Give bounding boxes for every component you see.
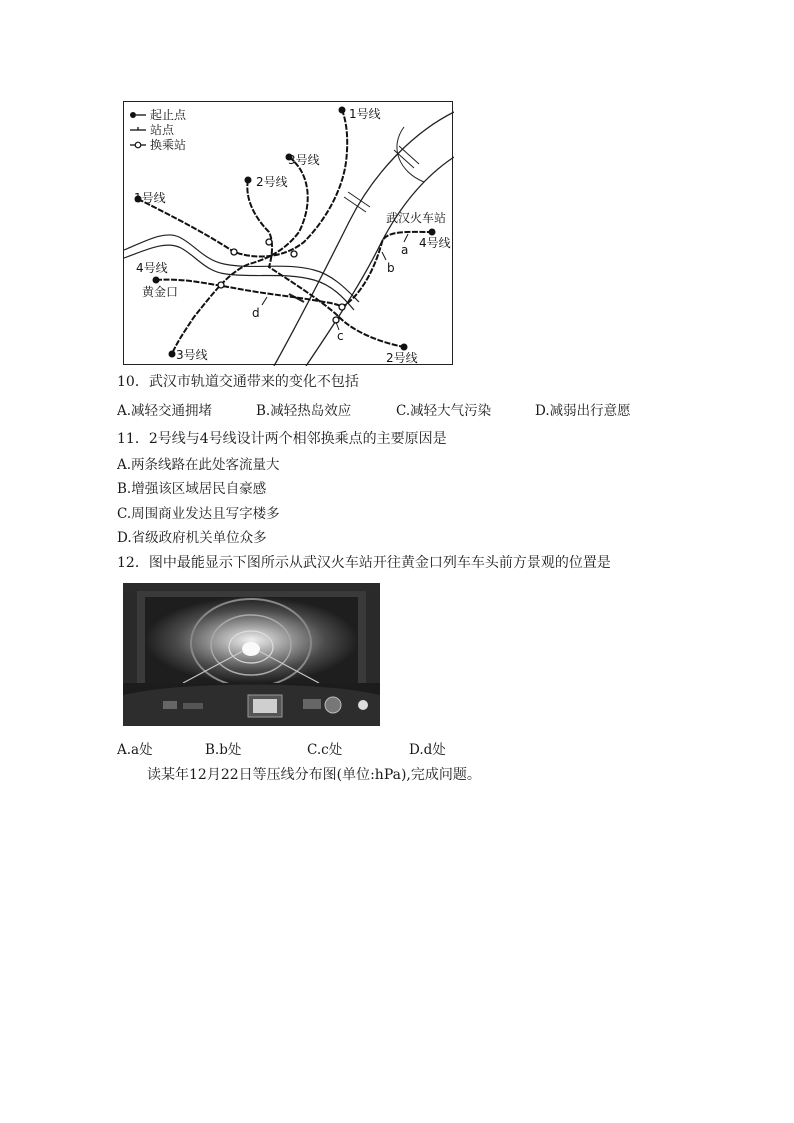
q11-option-a: A.两条线路在此处客流量大 bbox=[117, 457, 280, 473]
q12-option-b: B.b处 bbox=[205, 742, 242, 758]
label-line4-right: 4号线 bbox=[419, 236, 451, 250]
transfer-4 bbox=[339, 304, 345, 310]
q12-option-c: C.c处 bbox=[307, 742, 343, 758]
bridge-2 bbox=[344, 192, 370, 212]
transfer-6 bbox=[266, 239, 272, 245]
next-section-intro: 读某年12月22日等压线分布图(单位:hPa),完成问题。 bbox=[147, 767, 481, 783]
label-line1-top: 1号线 bbox=[349, 107, 381, 121]
river-bank-right bbox=[306, 157, 454, 366]
legend-terminal-label: 起止点 bbox=[150, 108, 187, 122]
transfer-3 bbox=[218, 282, 224, 288]
q12-option-a: A.a处 bbox=[117, 742, 153, 758]
legend-station-label: 站点 bbox=[150, 123, 175, 137]
terminal-line1-top bbox=[339, 107, 346, 114]
question-11-stem: 11．2号线与4号线设计两个相邻换乘点的主要原因是 bbox=[117, 431, 447, 447]
label-line4-left: 4号线 bbox=[136, 261, 168, 275]
tunnel-photo-svg bbox=[123, 583, 380, 726]
point-c: c bbox=[337, 329, 344, 343]
point-d: d bbox=[252, 306, 260, 320]
river-island bbox=[397, 127, 424, 182]
terminal-line3-bottom bbox=[169, 351, 176, 358]
q11-option-b: B.增强该区域居民自豪感 bbox=[117, 481, 267, 497]
legend-transfer-icon bbox=[135, 142, 141, 148]
point-a: a bbox=[401, 243, 409, 257]
transfer-2 bbox=[291, 251, 297, 257]
q11-option-d: D.省级政府机关单位众多 bbox=[117, 530, 267, 546]
label-line1-left: 1号线 bbox=[134, 191, 166, 205]
label-huangjinkou: 黄金口 bbox=[142, 285, 179, 299]
terminal-line4-right bbox=[429, 229, 436, 236]
label-line2-top: 2号线 bbox=[256, 175, 288, 189]
q10-option-b: B.减轻热岛效应 bbox=[256, 403, 352, 419]
label-wuhan-station: 武汉火车站 bbox=[386, 211, 447, 225]
terminal-line2-bottom bbox=[401, 344, 408, 351]
line-2 bbox=[247, 180, 404, 347]
terminal-line2-top bbox=[245, 177, 252, 184]
q10-option-a: A.减轻交通拥堵 bbox=[117, 403, 213, 419]
metro-map bbox=[123, 101, 453, 365]
q11-option-c: C.周围商业发达且写字楼多 bbox=[117, 506, 280, 522]
legend-transfer-label: 换乘站 bbox=[150, 138, 187, 152]
terminal-line4-left bbox=[153, 277, 160, 284]
label-line2-bottom: 2号线 bbox=[386, 351, 418, 365]
q12-option-d: D.d处 bbox=[409, 742, 446, 758]
question-10-stem: 10．武汉市轨道交通带来的变化不包括 bbox=[117, 374, 359, 390]
point-b: b bbox=[387, 261, 395, 275]
q10-option-d: D.减弱出行意愿 bbox=[535, 403, 631, 419]
legend-terminal-icon bbox=[130, 112, 136, 118]
label-line3-bottom: 3号线 bbox=[176, 348, 208, 362]
bridge-1 bbox=[394, 146, 419, 168]
question-12-stem: 12．图中最能显示下图所示从武汉火车站开往黄金口列车车头前方景观的位置是 bbox=[117, 555, 611, 571]
metro-map-svg bbox=[124, 102, 454, 366]
tunnel-photo bbox=[123, 583, 380, 726]
q10-option-c: C.减轻大气污染 bbox=[396, 403, 492, 419]
transfer-1 bbox=[231, 249, 237, 255]
label-line3-top: 3号线 bbox=[288, 153, 320, 167]
